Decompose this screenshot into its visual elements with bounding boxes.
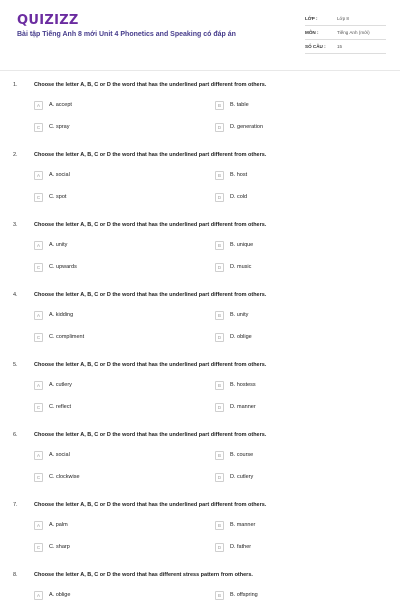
option-letter-box: D (215, 543, 224, 552)
option-letter-box: B (215, 171, 224, 180)
option-letter-box: D (215, 403, 224, 412)
option-text: B. unity (230, 312, 249, 318)
option-letter-box: C (34, 333, 43, 342)
option-letter-box: A (34, 171, 43, 180)
meta-row-question-count (305, 40, 386, 54)
option-text: A. palm (49, 522, 68, 528)
option-text: B. offspring (230, 592, 258, 598)
option-text: D. cold (230, 194, 248, 200)
option-letter-box: A (34, 311, 43, 320)
answer-option[interactable] (215, 519, 255, 531)
option-text: B. unique (230, 242, 254, 248)
option-letter-box: A (34, 241, 43, 250)
option-text: C. spot (49, 194, 67, 200)
question-number: 3. (13, 222, 18, 228)
option-text: D. oblige (230, 334, 252, 340)
option-text: C. clockwise (49, 474, 80, 480)
answer-option[interactable] (215, 191, 247, 203)
option-letter-box: B (215, 521, 224, 530)
option-letter-box: C (34, 473, 43, 482)
question-number: 2. (13, 152, 18, 158)
option-text: A. cutlery (49, 382, 72, 388)
option-letter-box: A (34, 381, 43, 390)
answer-option[interactable] (34, 519, 68, 531)
option-text: D. father (230, 544, 252, 550)
option-letter-box: D (215, 333, 224, 342)
question-text: Choose the letter A, B, C or D the word that has the underlined part different from others. (34, 502, 267, 508)
option-text: B. table (230, 102, 249, 108)
question-item (0, 82, 400, 152)
option-letter-box: A (34, 451, 43, 460)
question-item (0, 362, 400, 432)
answer-option[interactable] (34, 331, 84, 343)
question-text: Choose the letter A, B, C or D the word that has the underlined part different from others. (34, 292, 267, 298)
question-number: 4. (13, 292, 18, 298)
meta-label: SỐ CÂU : (305, 44, 326, 49)
option-text: C. spray (49, 124, 70, 130)
meta-row-grade (305, 12, 386, 26)
answer-option[interactable] (215, 471, 253, 483)
question-item (0, 572, 400, 600)
answer-option[interactable] (34, 449, 70, 461)
option-text: C. compliment (49, 334, 85, 340)
option-letter-box: C (34, 403, 43, 412)
option-letter-box: B (215, 311, 224, 320)
meta-value: Tiếng Anh (mới) (337, 30, 370, 35)
quizizz-logo: QUIZIZZ (17, 13, 79, 28)
question-text: Choose the letter A, B, C or D the word that has different stress pattern from others. (34, 572, 253, 578)
answer-option[interactable] (215, 379, 256, 391)
answer-option[interactable] (34, 471, 80, 483)
answer-option[interactable] (215, 239, 253, 251)
question-item (0, 152, 400, 222)
option-text: A. accept (49, 102, 72, 108)
option-text: A. kidding (49, 312, 74, 318)
answer-option[interactable] (34, 589, 70, 600)
option-letter-box: C (34, 123, 43, 132)
answer-option[interactable] (215, 449, 253, 461)
answer-option[interactable] (215, 99, 249, 111)
answer-option[interactable] (215, 261, 251, 273)
option-text: D. music (230, 264, 252, 270)
option-letter-box: B (215, 451, 224, 460)
question-number: 8. (13, 572, 18, 578)
answer-option[interactable] (34, 121, 69, 133)
option-text: B. course (230, 452, 254, 458)
option-text: D. generation (230, 124, 264, 130)
question-item (0, 502, 400, 572)
meta-value: 15 (337, 44, 343, 49)
option-text: A. unity (49, 242, 68, 248)
option-text: C. upwards (49, 264, 77, 270)
answer-option[interactable] (215, 121, 263, 133)
option-text: D. cutlery (230, 474, 254, 480)
option-letter-box: D (215, 473, 224, 482)
question-text: Choose the letter A, B, C or D the word that has the underlined part different from others. (34, 82, 267, 88)
answer-option[interactable] (215, 169, 247, 181)
question-item (0, 292, 400, 362)
meta-label: MÔN : (305, 30, 319, 35)
worksheet-header (0, 0, 400, 70)
option-letter-box: A (34, 521, 43, 530)
option-letter-box: A (34, 591, 43, 600)
question-text: Choose the letter A, B, C or D the word that has the underlined part different from others. (34, 152, 267, 158)
question-number: 7. (13, 502, 18, 508)
question-number: 1. (13, 82, 18, 88)
question-item (0, 222, 400, 292)
option-letter-box: B (215, 591, 224, 600)
page-title: Bài tập Tiếng Anh 8 mới Unit 4 Phonetics and Speaking có đáp án (17, 31, 236, 38)
option-text: B. host (230, 172, 248, 178)
header-divider (0, 70, 400, 71)
question-text: Choose the letter A, B, C or D the word that has the underlined part different from others. (34, 432, 267, 438)
answer-option[interactable] (34, 541, 70, 553)
answer-option[interactable] (215, 309, 248, 321)
option-letter-box: B (215, 101, 224, 110)
option-letter-box: B (215, 241, 224, 250)
option-letter-box: B (215, 381, 224, 390)
option-letter-box: D (215, 123, 224, 132)
option-text: C. sharp (49, 544, 70, 550)
question-number: 5. (13, 362, 18, 368)
answer-option[interactable] (34, 191, 66, 203)
option-letter-box: C (34, 193, 43, 202)
question-item (0, 432, 400, 502)
option-text: B. manner (230, 522, 256, 528)
option-text: A. social (49, 452, 70, 458)
option-letter-box: C (34, 263, 43, 272)
answer-option[interactable] (215, 401, 256, 413)
option-text: A. social (49, 172, 70, 178)
answer-option[interactable] (34, 261, 77, 273)
meta-label: LỚP : (305, 16, 318, 21)
option-text: B. hostess (230, 382, 256, 388)
question-number: 6. (13, 432, 18, 438)
answer-option[interactable] (34, 169, 70, 181)
answer-option[interactable] (34, 239, 67, 251)
answer-option[interactable] (34, 99, 72, 111)
option-letter-box: A (34, 101, 43, 110)
question-text: Choose the letter A, B, C or D the word that has the underlined part different from others. (34, 362, 267, 368)
answer-option[interactable] (215, 589, 258, 600)
option-text: C. reflect (49, 404, 72, 410)
answer-option[interactable] (34, 401, 71, 413)
answer-option[interactable] (34, 379, 72, 391)
option-letter-box: D (215, 193, 224, 202)
option-letter-box: C (34, 543, 43, 552)
answer-option[interactable] (34, 309, 73, 321)
meta-table (305, 12, 386, 54)
option-letter-box: D (215, 263, 224, 272)
question-text: Choose the letter A, B, C or D the word that has the underlined part different from others. (34, 222, 267, 228)
answer-option[interactable] (215, 541, 251, 553)
option-text: A. oblige (49, 592, 71, 598)
meta-value: Lớp 8 (337, 16, 349, 21)
answer-option[interactable] (215, 331, 252, 343)
option-text: D. manner (230, 404, 256, 410)
meta-row-subject (305, 26, 386, 40)
